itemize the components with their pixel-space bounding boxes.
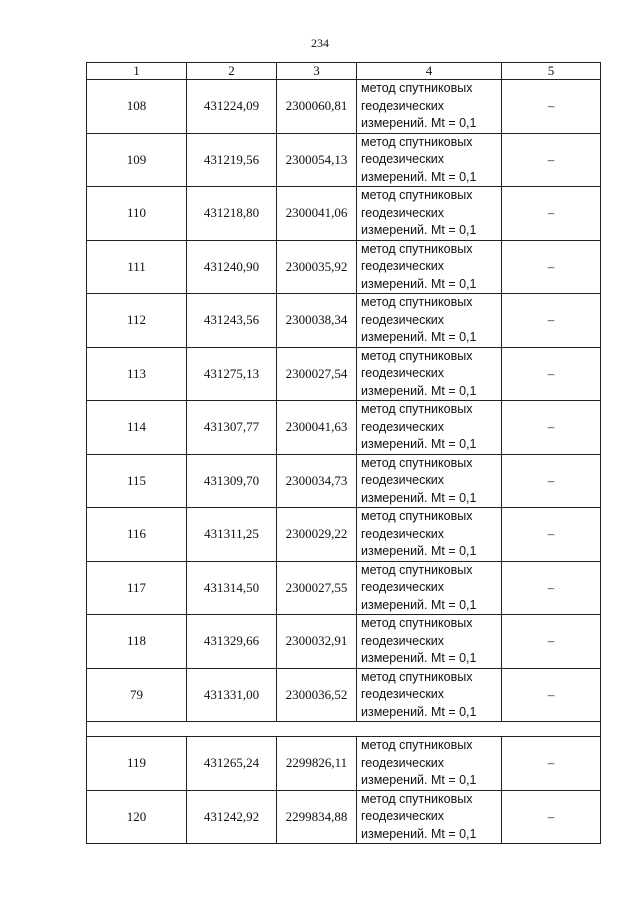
coord-y: 2300038,34 <box>277 294 357 348</box>
coord-x: 431275,13 <box>187 347 277 401</box>
method-line: измерений. Mt = 0,1 <box>361 330 477 344</box>
col5-dash: – <box>502 508 601 562</box>
header-row <box>87 63 601 80</box>
method-line: метод спутниковых <box>361 455 473 470</box>
point-number: 118 <box>87 615 187 669</box>
coord-x: 431329,66 <box>187 615 277 669</box>
coord-x: 431240,90 <box>187 240 277 294</box>
method-cell <box>357 401 502 455</box>
method-line: метод спутниковых <box>361 348 473 363</box>
col5-dash: – <box>502 790 601 844</box>
coord-y: 2300027,54 <box>277 347 357 401</box>
point-number: 113 <box>87 347 187 401</box>
method-line: измерений. Mt = 0,1 <box>361 651 477 665</box>
table-row <box>87 347 601 401</box>
method-line: геодезических <box>361 526 445 541</box>
col5-dash: – <box>502 80 601 134</box>
col5-dash: – <box>502 347 601 401</box>
method-cell <box>357 240 502 294</box>
method-line: измерений. Mt = 0,1 <box>361 490 477 505</box>
method-cell <box>357 294 502 348</box>
method-line: геодезических <box>361 366 445 380</box>
col5-dash: – <box>502 187 601 241</box>
col5-dash: – <box>502 668 601 722</box>
coord-x: 431218,80 <box>187 187 277 241</box>
method-line: метод спутниковых <box>361 241 473 256</box>
method-line: геодезических <box>361 205 445 220</box>
column-header: 2 <box>187 63 277 80</box>
separator-cell <box>87 722 601 737</box>
table-row <box>87 615 601 669</box>
coord-x: 431309,70 <box>187 454 277 508</box>
column-header: 5 <box>502 63 601 80</box>
coord-y: 2300029,22 <box>277 508 357 562</box>
coord-y: 2300036,52 <box>277 668 357 722</box>
method-line: геодезических <box>361 419 445 434</box>
point-number: 79 <box>87 668 187 722</box>
table-row <box>87 561 601 615</box>
method-cell <box>357 347 502 401</box>
col5-dash: – <box>502 737 601 791</box>
method-line: измерений. Mt = 0,1 <box>361 597 477 612</box>
column-header: 4 <box>357 63 502 80</box>
coord-y: 2300041,63 <box>277 401 357 455</box>
table-row <box>87 454 601 508</box>
method-line: измерений. Mt = 0,1 <box>361 116 477 130</box>
table-row <box>87 668 601 722</box>
point-number: 115 <box>87 454 187 508</box>
coord-y: 2300027,55 <box>277 561 357 615</box>
method-line: геодезических <box>361 755 445 770</box>
coord-y: 2300041,06 <box>277 187 357 241</box>
method-line: метод спутниковых <box>361 562 473 577</box>
table-row <box>87 294 601 348</box>
coord-x: 431265,24 <box>187 737 277 791</box>
method-cell <box>357 133 502 187</box>
method-line: измерений. Mt = 0,1 <box>361 276 477 291</box>
method-line: метод спутниковых <box>361 81 473 95</box>
method-line: геодезических <box>361 687 445 701</box>
coord-y: 2300035,92 <box>277 240 357 294</box>
col5-dash: – <box>502 561 601 615</box>
col5-dash: – <box>502 401 601 455</box>
method-line: измерений. Mt = 0,1 <box>361 437 477 451</box>
method-line: измерений. Mt = 0,1 <box>361 773 477 787</box>
method-cell <box>357 80 502 134</box>
method-line: метод спутниковых <box>361 509 473 523</box>
coord-x: 431219,56 <box>187 133 277 187</box>
method-line: измерений. Mt = 0,1 <box>361 383 477 398</box>
coord-y: 2300032,91 <box>277 615 357 669</box>
method-line: измерений. Mt = 0,1 <box>361 826 477 841</box>
point-number: 120 <box>87 790 187 844</box>
method-line: измерений. Mt = 0,1 <box>361 169 477 184</box>
method-line: метод спутниковых <box>361 134 473 149</box>
method-cell <box>357 187 502 241</box>
method-cell <box>357 561 502 615</box>
method-line: метод спутниковых <box>361 295 473 309</box>
col5-dash: – <box>502 294 601 348</box>
method-line: геодезических <box>361 473 445 487</box>
coord-x: 431243,56 <box>187 294 277 348</box>
method-cell <box>357 508 502 562</box>
table-row <box>87 187 601 241</box>
col5-dash: – <box>502 454 601 508</box>
method-line: геодезических <box>361 152 445 166</box>
coord-x: 431242,92 <box>187 790 277 844</box>
point-number: 119 <box>87 737 187 791</box>
point-number: 114 <box>87 401 187 455</box>
coord-y: 2300034,73 <box>277 454 357 508</box>
method-line: метод спутниковых <box>361 616 473 630</box>
method-cell <box>357 790 502 844</box>
point-number: 117 <box>87 561 187 615</box>
table-row <box>87 737 601 791</box>
method-line: метод спутниковых <box>361 402 473 416</box>
method-cell <box>357 668 502 722</box>
coord-y: 2299826,11 <box>277 737 357 791</box>
coord-x: 431311,25 <box>187 508 277 562</box>
method-line: геодезических <box>361 312 445 327</box>
method-line: измерений. Mt = 0,1 <box>361 704 477 719</box>
coord-x: 431307,77 <box>187 401 277 455</box>
point-number: 111 <box>87 240 187 294</box>
method-line: измерений. Mt = 0,1 <box>361 544 477 558</box>
coord-x: 431314,50 <box>187 561 277 615</box>
method-cell <box>357 615 502 669</box>
point-number: 108 <box>87 80 187 134</box>
point-number: 112 <box>87 294 187 348</box>
col5-dash: – <box>502 133 601 187</box>
method-line: метод спутниковых <box>361 188 473 202</box>
method-line: геодезических <box>361 259 445 273</box>
method-line: геодезических <box>361 580 445 594</box>
point-number: 116 <box>87 508 187 562</box>
separator-row <box>87 722 601 737</box>
table-row <box>87 240 601 294</box>
table-row <box>87 80 601 134</box>
method-line: геодезических <box>361 98 445 113</box>
coord-x: 431331,00 <box>187 668 277 722</box>
method-line: измерений. Mt = 0,1 <box>361 223 477 237</box>
coord-y: 2300054,13 <box>277 133 357 187</box>
method-line: метод спутниковых <box>361 791 473 806</box>
method-line: метод спутниковых <box>361 738 473 752</box>
coordinates-table <box>86 62 601 844</box>
method-line: геодезических <box>361 809 445 823</box>
coord-y: 2299834,88 <box>277 790 357 844</box>
table-row <box>87 790 601 844</box>
method-cell <box>357 737 502 791</box>
page-number: 234 <box>311 36 329 50</box>
coord-x: 431224,09 <box>187 80 277 134</box>
point-number: 109 <box>87 133 187 187</box>
table-row <box>87 508 601 562</box>
col5-dash: – <box>502 615 601 669</box>
table-row <box>87 401 601 455</box>
col5-dash: – <box>502 240 601 294</box>
point-number: 110 <box>87 187 187 241</box>
method-line: метод спутниковых <box>361 669 473 684</box>
method-cell <box>357 454 502 508</box>
method-line: геодезических <box>361 633 445 648</box>
coord-y: 2300060,81 <box>277 80 357 134</box>
column-header: 3 <box>277 63 357 80</box>
table-row <box>87 133 601 187</box>
column-header: 1 <box>87 63 187 80</box>
